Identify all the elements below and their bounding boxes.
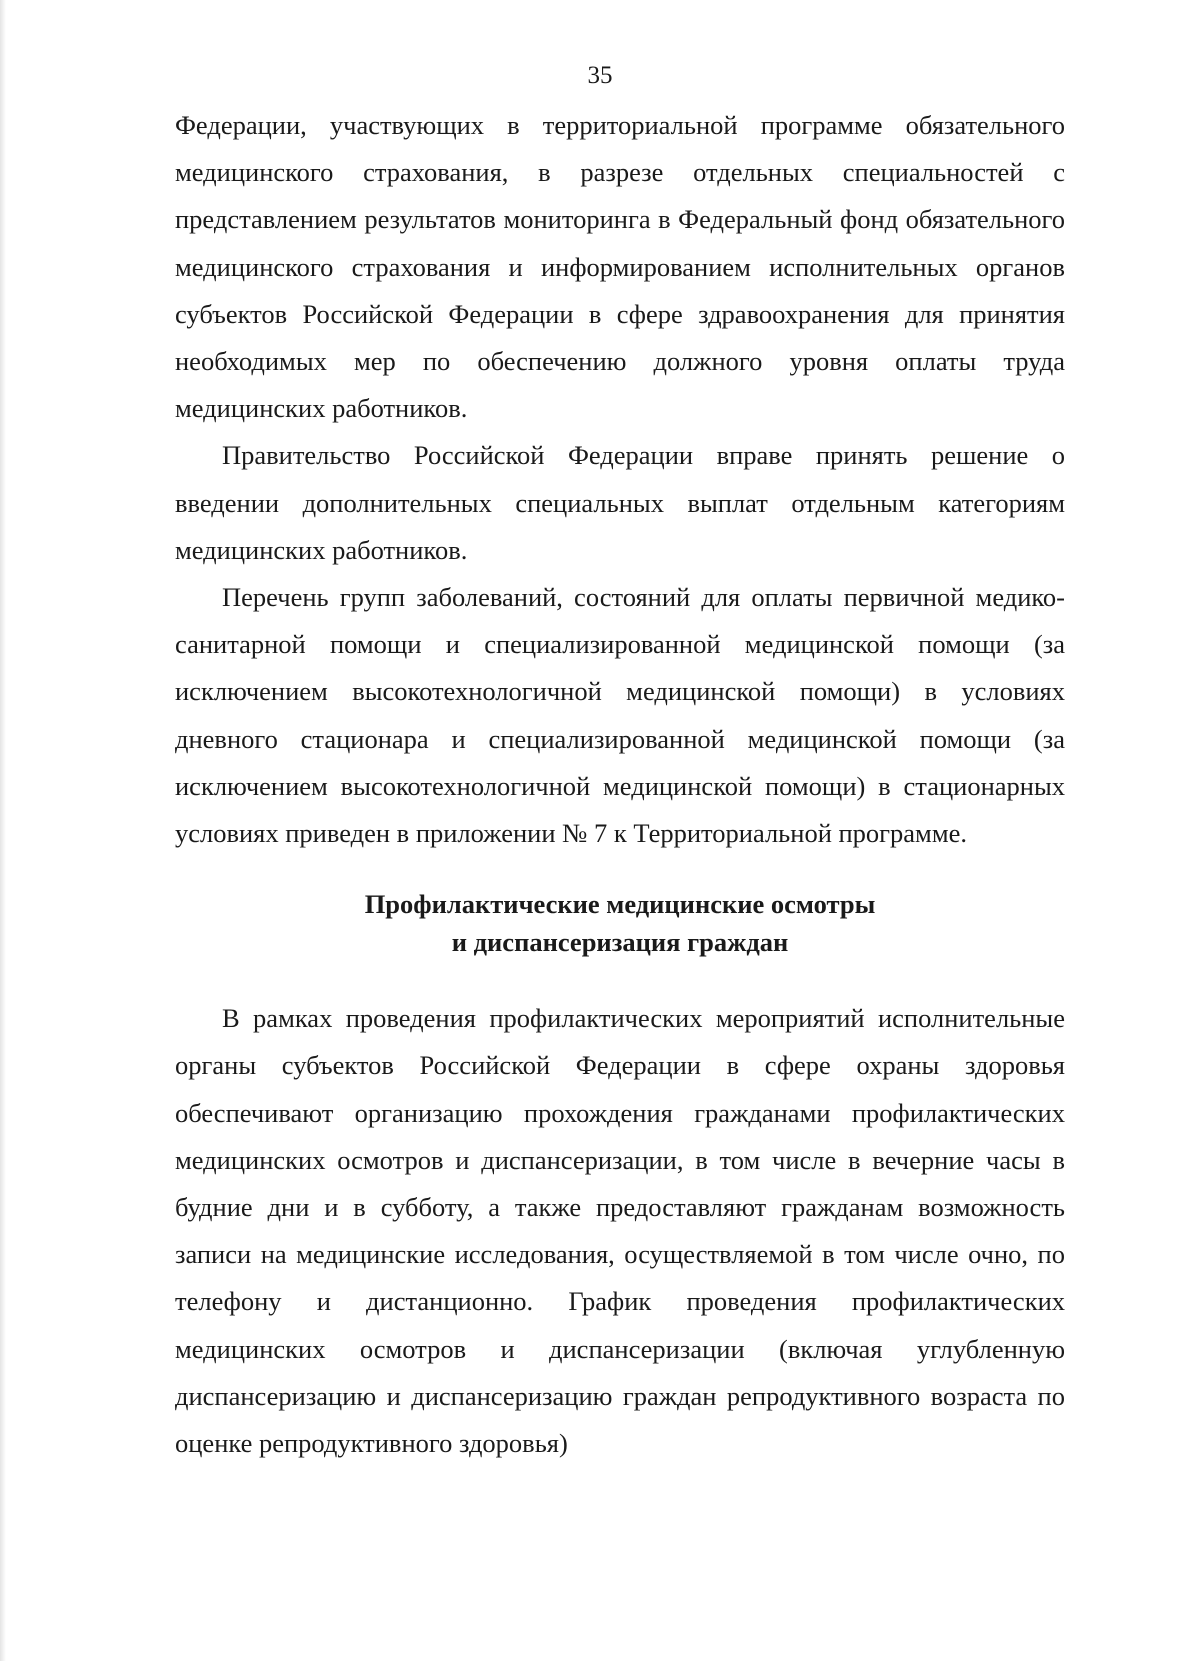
section-heading <box>175 885 1065 961</box>
paragraph-continuation: Федерации, участвующих в территориальной программе обязательного медицинского страхования, в разрезе отдельных специальностей с представлением результатов мониторинга в Федеральный фонд обязательного медицинского страхования и информированием исполнительных органов субъектов Российской Федерации в сфере здравоохранения для принятия необходимых мер по обеспечению должного уровня оплаты труда медицинских работников. <box>175 110 1065 424</box>
scan-edge <box>0 0 6 1661</box>
paragraph-disease-groups: Перечень групп заболеваний, состояний для оплаты первичной медико-санитарной помощи и специализированной медицинской помощи (за исключением высокотехнологичной медицинской помощи) в условиях дневного стационара и специализированной медицинской помощи (за исключением высокотехнологичной медицинской помощи) в стационарных условиях приведен в приложении № 7 к Территориальной программе. <box>175 582 1065 849</box>
section-heading-line-1: Профилактические медицинские осмотры <box>364 889 876 920</box>
document-body <box>175 102 1065 1467</box>
paragraph-preventive-exams: В рамках проведения профилактических мероприятий исполнительные органы субъектов Российской Федерации в сфере охраны здоровья обеспечивают организацию прохождения гражданами профилактических медицинских осмотров и диспансеризации, в том числе в вечерние часы в будние дни и в субботу, а также предоставляют гражданам возможность записи на медицинские исследования, осуществляемой в том числе очно, по телефону и дистанционно. График проведения профилактических медицинских осмотров и диспансеризации (включая углубленную диспансеризацию и диспансеризацию граждан репродуктивного возраста по оценке репродуктивного здоровья) <box>175 1003 1065 1459</box>
paragraph-government-decision: Правительство Российской Федерации вправе принять решение о введении дополнительных специальных выплат отдельным категориям медицинских работников. <box>175 440 1065 565</box>
section-heading-line-2: и диспансеризация граждан <box>451 927 789 958</box>
page-number: 35 <box>587 62 613 89</box>
